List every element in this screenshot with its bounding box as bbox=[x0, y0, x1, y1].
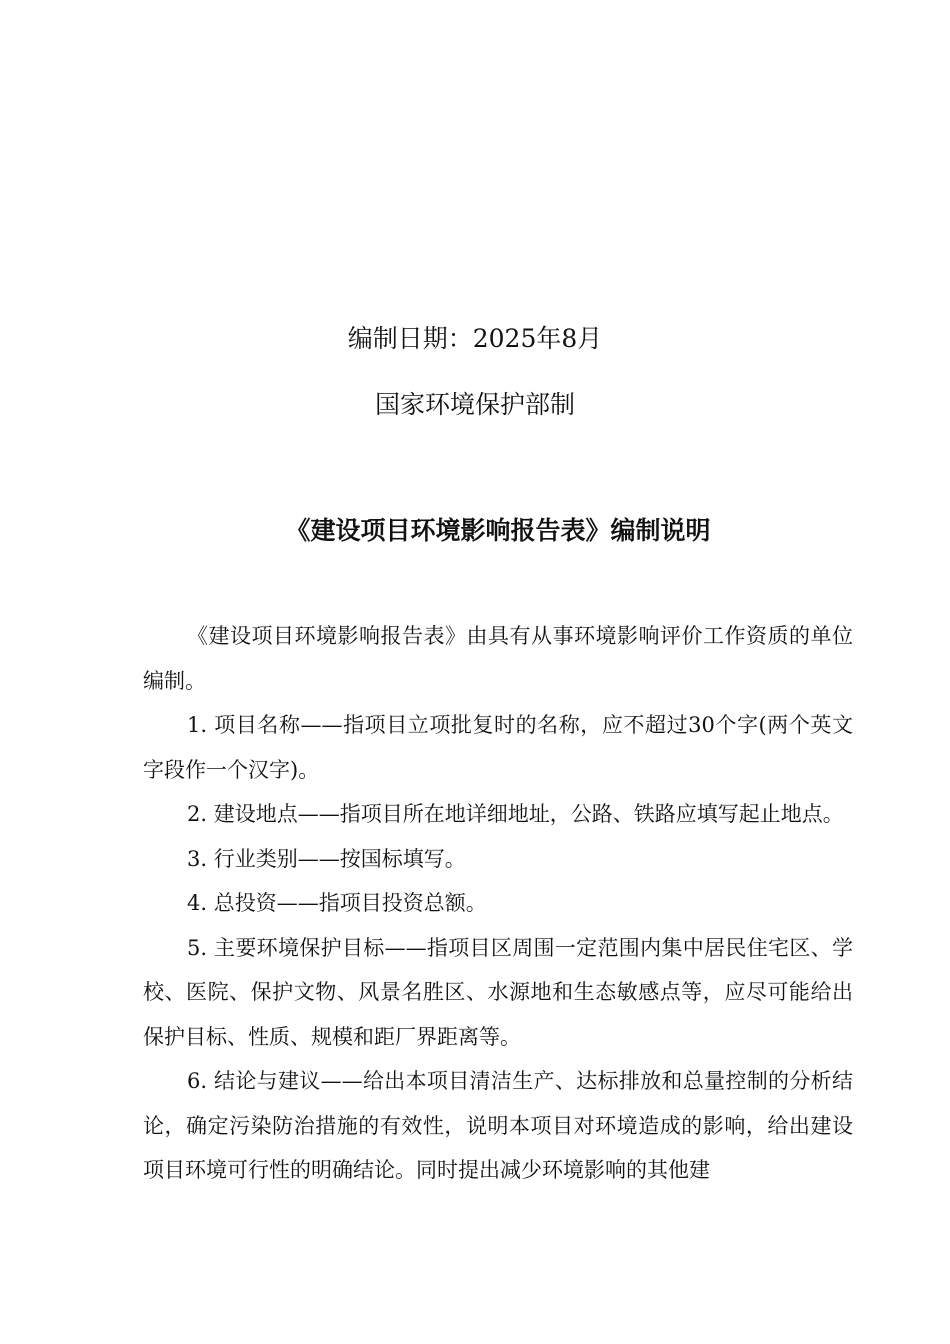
item-total-investment: 4. 总投资——指项目投资总额。 bbox=[187, 891, 487, 915]
item-construction-site: 2. 建设地点——指项目所在地详细地址，公路、铁路应填写起止地点。 bbox=[187, 802, 844, 826]
item-conclusions: 6. 结论与建议——给出本项目清洁生产、达标排放和总量控制的分析结论，确定污染防治措施的有效性，说明本项目对环境造成的影响，给出建设项目环境可行性的明确结论。同时提出减少环境影响的其他建 bbox=[143, 1069, 853, 1182]
intro-paragraph: 《建设项目环境影响报告表》由具有从事环境影响评价工作资质的单位编制。 bbox=[143, 624, 853, 693]
instructions-body bbox=[143, 614, 853, 1193]
issuing-organization: 国家环境保护部制 bbox=[374, 390, 575, 419]
item-project-name: 1. 项目名称——指项目立项批复时的名称，应不超过30个字(两个英文字段作一个汉字)。 bbox=[143, 713, 853, 782]
item-industry-category: 3. 行业类别——按国标填写。 bbox=[187, 846, 466, 871]
instructions-title: 《建设项目环境影响报告表》编制说明 bbox=[285, 516, 711, 545]
item-protection-targets: 5. 主要环境保护目标——指项目区周围一定范围内集中居民住宅区、学校、医院、保护文物、风景名胜区、水源地和生态敏感点等，应尽可能给出保护目标、性质、规模和距厂界距离等。 bbox=[143, 935, 853, 1049]
compile-date: 编制日期：2025年8月 bbox=[347, 324, 603, 353]
